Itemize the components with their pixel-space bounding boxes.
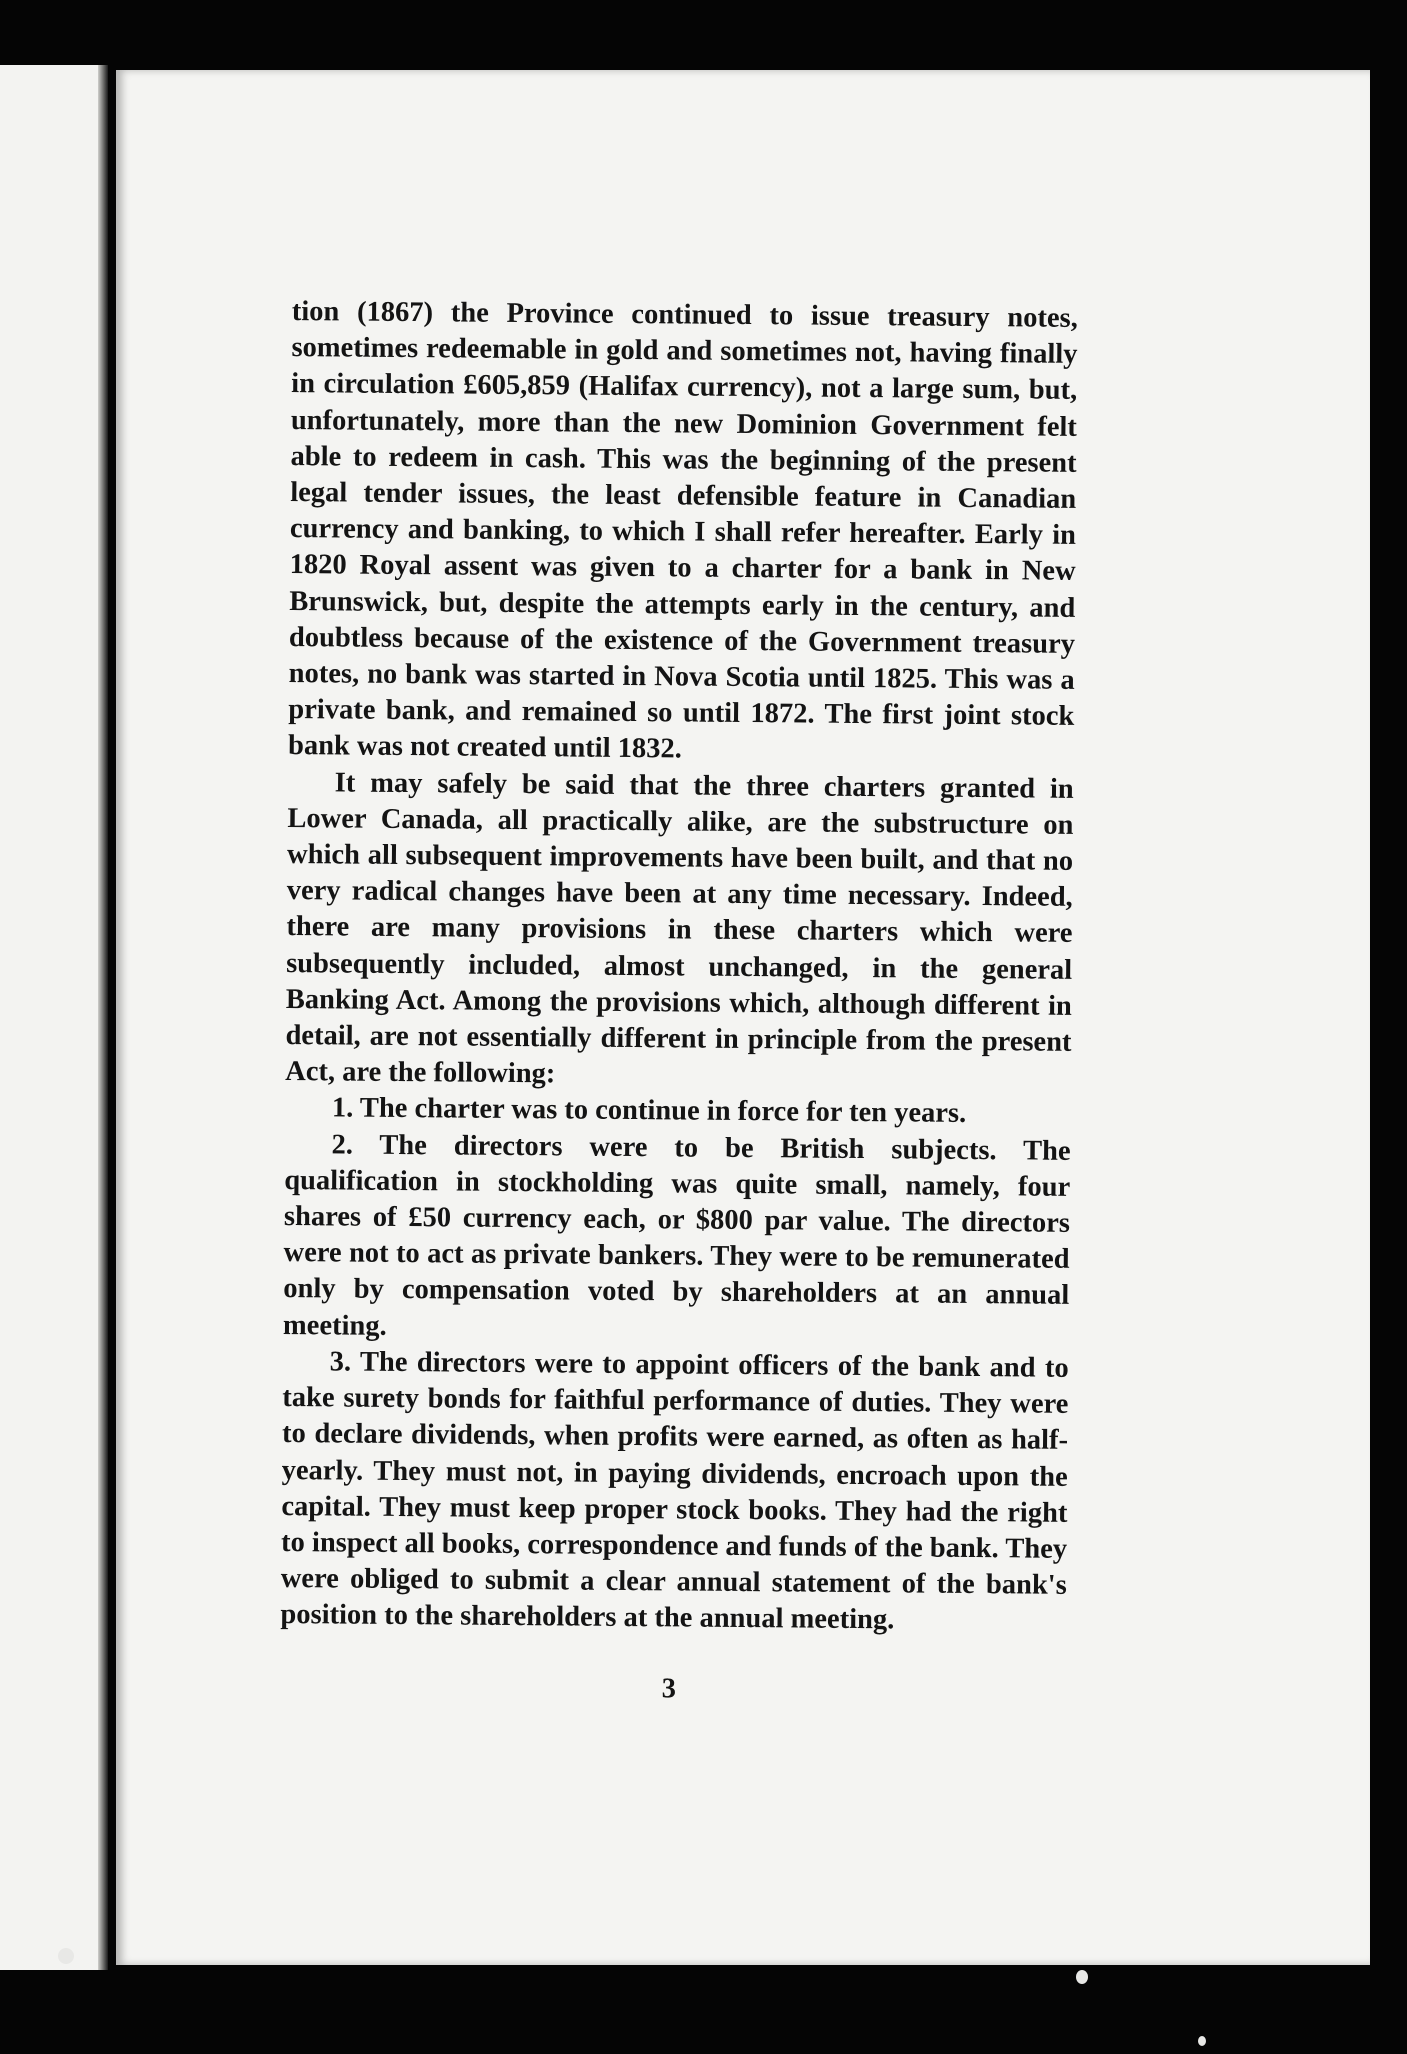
page-text-block (280, 294, 1078, 1711)
scan-speck (1198, 2036, 1206, 2046)
list-item-2: 2. The directors were to be British subjects. The qualification in stockholding was quite small, namely, four shares of £50 currency each, or $800 par value. The directors were not to act as private bankers. They were to be remunerated only by compensation voted by shareholders at an annual meeting. (282, 1129, 1071, 1342)
page-gutter-shadow (98, 65, 108, 1970)
scan-speck (1076, 1970, 1088, 1984)
page-number: 3 (661, 1672, 677, 1704)
scan-speck (58, 1948, 74, 1964)
list-item-1: 1. The charter was to continue in force for ten years. (331, 1092, 967, 1130)
list-item-3: 3. The directors were to appoint officers of the bank and to take surety bonds for faithful performance of duties. They were to declare dividends, when profits were earned, as often as half-yearly. They must not, in paying dividends, encroach upon the capital. They must keep proper stock books. They had the right to inspect all books, correspondence and funds of the bank. They were obliged to submit a clear annual statement of the bank's position to the shareholders at the annual meeting. (280, 1346, 1069, 1636)
paragraph-charters: It may safely be said that the three charters granted in Lower Canada, all practically alike, are the substructure on which all subsequent improvements have been built, and that no very radical changes have been at any time necessary. Indeed, there are many provisions in these charters which were subsequently included, almost unchanged, in the general Banking Act. Among the provisions which, although different in detail, are not essentially different in principle from the present Act, are the following: (285, 767, 1074, 1090)
paragraph-continued: tion (1867) the Province continued to issue treasury notes, sometimes redeemable in gold and sometimes not, having finally in circulation £605,859 (Halifax currency), not a large sum, but, unfortunately, more than the new Dominion Government felt able to redeem in cash. This was the beginning of the present legal tender issues, the least defensible feature in Canadian currency and banking, to which I shall refer hereafter. Early in 1820 Royal assent was given to a charter for a bank in New Brunswick, but, despite the attempts early in the century, and doubtless because of the existence of the Government treasury notes, no bank was started in Nova Scotia until 1825. This was a private bank, and remained so until 1872. The first joint stock bank was not created until 1832. (287, 295, 1078, 765)
adjacent-page-edge (0, 65, 106, 1970)
